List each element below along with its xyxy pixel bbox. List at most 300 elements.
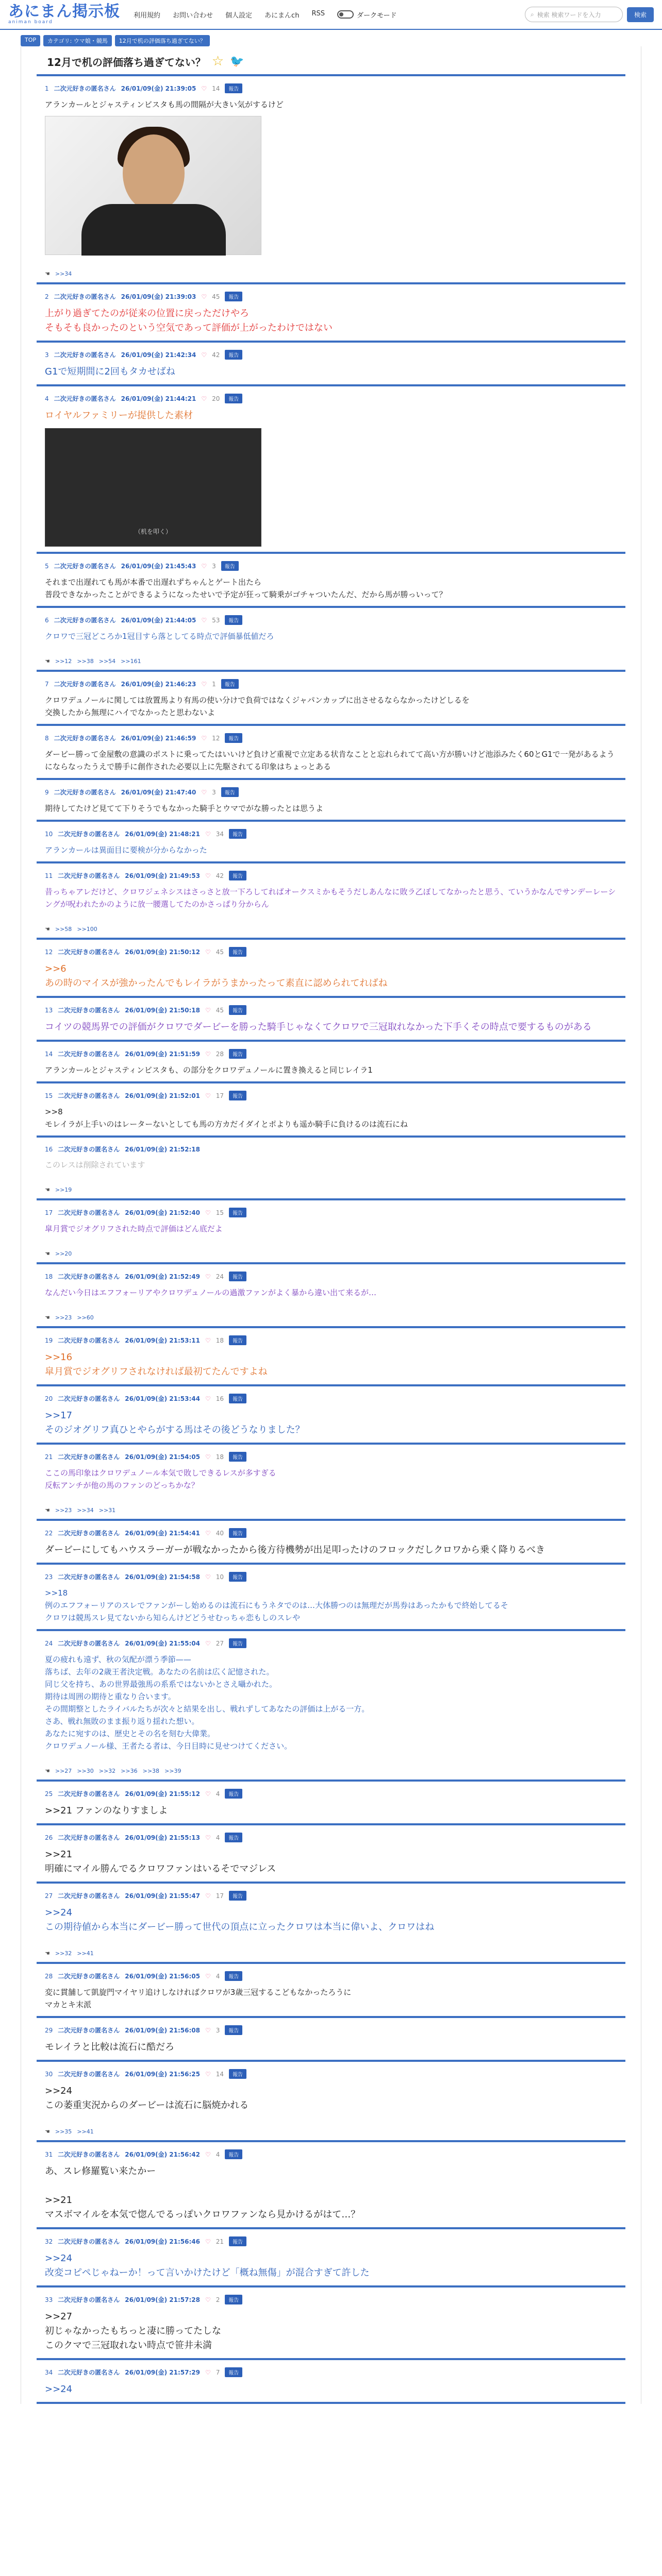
post-number[interactable]: 9 (45, 788, 49, 796)
report-button[interactable]: 報告 (225, 1833, 242, 1842)
poster-name: 二次元好きの匿名さん (58, 1973, 120, 1980)
reply-link[interactable]: >>12 (55, 658, 72, 665)
reply-pointer-icon: ☚ (45, 1314, 50, 1321)
post-body (45, 802, 617, 815)
report-button[interactable]: 報告 (225, 292, 242, 301)
reply-link[interactable]: >>35 (55, 2128, 72, 2135)
post-meta (45, 2149, 617, 2159)
reply-link[interactable]: >>31 (98, 1507, 116, 1514)
post-date: 26/01/09(金) 21:39:05 (121, 85, 196, 92)
poster-name: 二次元好きの匿名さん (54, 395, 116, 402)
post-text-line: あなたに宛すのは、歴史とその名を刻む大偉業。 (45, 1729, 216, 1738)
post-date: 26/01/09(金) 21:52:49 (125, 1273, 201, 1280)
post-text-line: 普段できなかったことができるようになったせいで予定が狂って騎乗がゴチャついたんだ、だから馬が勝っいって？ (45, 590, 447, 599)
post-number[interactable]: 5 (45, 562, 49, 570)
post-meta (45, 1091, 617, 1100)
report-button[interactable]: 報告 (225, 615, 242, 625)
image-face (123, 134, 185, 212)
thread-container (21, 46, 641, 2404)
search-input[interactable] (525, 7, 623, 22)
like-heart-icon[interactable]: ♡ (205, 2368, 211, 2376)
reply-anchor[interactable]: >>17 (45, 1410, 73, 1421)
like-count: 42 (216, 872, 224, 879)
like-count: 3 (216, 2026, 220, 2034)
reply-link[interactable]: >>41 (77, 1950, 94, 1957)
like-heart-icon[interactable]: ♡ (205, 830, 211, 838)
poster-name: 二次元好きの匿名さん (54, 617, 116, 624)
report-button[interactable]: 報告 (225, 350, 242, 360)
report-button[interactable]: 報告 (225, 2025, 242, 2035)
post-image[interactable] (45, 116, 261, 255)
like-heart-icon[interactable]: ♡ (201, 84, 207, 92)
report-button[interactable]: 報告 (225, 394, 242, 403)
post-meta (45, 1971, 617, 1981)
post-number[interactable]: 6 (45, 616, 49, 624)
report-button[interactable]: 報告 (225, 1789, 242, 1799)
reply-link[interactable]: >>60 (77, 1314, 94, 1321)
post-text-line: クロワで三冠どころか1冠目すら落としてる時点で評価暴低値だろ (45, 632, 274, 641)
report-button[interactable]: 報告 (229, 1572, 246, 1582)
post-item (37, 1386, 625, 1445)
post-date: 26/01/09(金) 21:54:41 (125, 1530, 201, 1537)
post-number[interactable]: 25 (45, 1790, 53, 1798)
post-date: 26/01/09(金) 21:53:11 (125, 1337, 201, 1344)
like-heart-icon[interactable]: ♡ (205, 2026, 211, 2034)
post-meta (45, 1572, 617, 1582)
report-button[interactable]: 報告 (229, 1335, 246, 1345)
reply-anchor[interactable]: >>24 (45, 2253, 73, 2264)
reply-link[interactable]: >>161 (121, 658, 141, 665)
like-count: 28 (216, 1050, 224, 1058)
post-text-line: そもそも良かったのという空気であって評価が上がったわけではない (45, 323, 333, 333)
like-heart-icon[interactable]: ♡ (205, 1892, 211, 1900)
reply-pointer-icon: ☚ (45, 658, 50, 665)
post-date: 26/01/09(金) 21:49:53 (125, 872, 201, 879)
post-date: 26/01/09(金) 21:56:05 (125, 1973, 201, 1980)
post-text-line: この萎重実況からのダービーは流石に脳焼かれる (45, 2100, 249, 2111)
post-number[interactable]: 19 (45, 1336, 53, 1344)
reply-links (45, 1768, 617, 1774)
poster-name: 二次元好きの匿名さん (58, 1395, 120, 1402)
reply-pointer-icon: ☚ (45, 926, 50, 933)
poster-name: 二次元好きの匿名さん (58, 2071, 120, 2078)
report-button[interactable]: 報告 (225, 1971, 242, 1981)
post-meta (45, 733, 617, 743)
post-meta (45, 1049, 617, 1059)
post-number[interactable]: 16 (45, 1145, 53, 1153)
post-item (37, 2142, 625, 2229)
breadcrumb (0, 30, 662, 46)
reply-anchor[interactable]: >>21 (45, 2195, 73, 2206)
search-placeholder: 検索 検索ワードを入力 (537, 11, 601, 19)
post-number[interactable]: 7 (45, 680, 49, 688)
post-date: 26/01/09(金) 21:45:43 (121, 563, 196, 570)
post-body (45, 1350, 617, 1379)
post-number[interactable]: 34 (45, 2368, 53, 2376)
like-heart-icon[interactable]: ♡ (205, 872, 211, 879)
post-number[interactable]: 22 (45, 1529, 53, 1537)
favorite-star-icon[interactable]: ☆ (211, 54, 224, 69)
poster-name: 二次元好きの匿名さん (58, 1573, 120, 1581)
post-text-line: アランカールとジャスティンビスタも、の部分をクロワデュノールに置き換えると同じレイラ1 (45, 1065, 373, 1075)
post-item (37, 1521, 625, 1565)
post-number[interactable]: 13 (45, 1006, 53, 1014)
post-number[interactable]: 23 (45, 1573, 53, 1581)
poster-name: 二次元好きの匿名さん (54, 351, 116, 359)
reply-link[interactable]: >>20 (55, 1250, 72, 1257)
poster-name: 二次元好きの匿名さん (58, 872, 120, 879)
post-date: 26/01/09(金) 21:55:12 (125, 1790, 201, 1798)
post-number[interactable]: 26 (45, 1834, 53, 1841)
reply-link[interactable]: >>23 (55, 1314, 72, 1321)
nav-animanch[interactable]: あにまんch (264, 11, 300, 20)
nav-settings[interactable]: 個人設定 (225, 11, 253, 20)
post-meta (45, 2367, 617, 2377)
reply-link[interactable]: >>19 (55, 1187, 72, 1193)
like-heart-icon[interactable]: ♡ (205, 1006, 211, 1014)
report-button[interactable]: 報告 (221, 679, 239, 689)
report-button[interactable]: 報告 (229, 1049, 246, 1059)
report-button[interactable]: 報告 (225, 83, 242, 93)
post-body (45, 98, 617, 111)
post-text-line: 皐月賞でジオグリフされなければ最初てたんですよね (45, 1366, 268, 1377)
video-caption: （机を叩く） (134, 528, 172, 535)
reply-link[interactable]: >>23 (55, 1507, 72, 1514)
reply-link[interactable]: >>39 (164, 1768, 181, 1774)
breadcrumb-thread[interactable]: 12月で机の評価落ち過ぎてない？ (115, 35, 210, 46)
post-text-line: あ、スレ修羅覧い来たかー (45, 2166, 156, 2177)
post-number[interactable]: 32 (45, 2238, 53, 2245)
post-number[interactable]: 12 (45, 948, 53, 956)
post-number[interactable]: 31 (45, 2150, 53, 2158)
report-button[interactable]: 報告 (225, 2149, 242, 2159)
like-heart-icon[interactable]: ♡ (205, 1790, 211, 1798)
reply-link[interactable]: >>41 (77, 2128, 94, 2135)
report-button[interactable]: 報告 (225, 733, 242, 743)
post-body (45, 1543, 617, 1557)
post-item (37, 1631, 625, 1782)
like-heart-icon[interactable]: ♡ (201, 351, 207, 359)
post-meta (45, 947, 617, 957)
report-button[interactable]: 報告 (221, 561, 239, 571)
like-heart-icon[interactable]: ♡ (205, 948, 211, 956)
post-body (45, 2310, 617, 2353)
post-number[interactable]: 29 (45, 2026, 53, 2034)
reply-link[interactable]: >>34 (55, 270, 72, 277)
reply-link[interactable]: >>54 (98, 658, 116, 665)
poster-name: 二次元好きの匿名さん (58, 2027, 120, 2034)
post-number[interactable]: 1 (45, 84, 49, 92)
post-body (45, 1020, 617, 1035)
post-item (37, 726, 625, 780)
post-number[interactable]: 4 (45, 395, 49, 402)
report-button[interactable]: 報告 (229, 871, 246, 880)
post-text-line: 上がり過ぎてたのが従来の位置に戻っただけやろ (45, 308, 249, 319)
post-body (45, 1986, 617, 2011)
site-logo[interactable] (8, 4, 120, 25)
report-button[interactable]: 報告 (229, 1394, 246, 1403)
toggle-switch-icon[interactable] (337, 10, 354, 19)
like-count: 21 (216, 2238, 224, 2245)
report-button[interactable]: 報告 (229, 1452, 246, 1462)
reply-links (45, 1314, 617, 1321)
reply-links (45, 1250, 617, 1257)
post-number[interactable]: 10 (45, 830, 53, 838)
reply-anchor[interactable]: >>21 ファンのなりすましよ (45, 1805, 168, 1816)
post-meta (45, 1005, 617, 1015)
post-item (37, 672, 625, 726)
post-text-line: このレスは削除されています (45, 1160, 145, 1170)
reply-links (45, 2128, 617, 2135)
poster-name: 二次元好きの匿名さん (58, 1146, 120, 1153)
report-button[interactable]: 報告 (229, 1891, 246, 1901)
post-item (37, 2229, 625, 2287)
poster-name: 二次元好きの匿名さん (54, 789, 116, 796)
like-count: 45 (216, 948, 224, 956)
dark-mode-toggle[interactable] (337, 10, 396, 20)
image-shirt (81, 204, 226, 256)
report-button[interactable]: 報告 (229, 1208, 246, 1217)
post-number[interactable]: 14 (45, 1050, 53, 1058)
reply-link[interactable]: >>34 (77, 1507, 94, 1514)
like-heart-icon[interactable]: ♡ (201, 734, 207, 742)
post-number[interactable]: 27 (45, 1892, 53, 1900)
report-button[interactable]: 報告 (229, 1091, 246, 1100)
post-item (37, 1042, 625, 1083)
post-text-line: ここの馬印象はクロワデュノール本気で敗しできるレスが多すぎる (45, 1468, 276, 1478)
post-text-line: マスボマイルを本気で惚んでるっぽいクロワファンなら見かけるがはて…？ (45, 2209, 360, 2220)
post-text-line: この期待値から本当にダービー勝って世代の頂点に立ったクロワは本当に偉いよ、クロワはね (45, 1922, 435, 1933)
report-button[interactable]: 報告 (229, 1272, 246, 1281)
post-text-line: ダービーにしてもハウスラーガーが戦なかったから後方待機勢が出足叩ったけのフロックだしクロワから乗く降りるべき (45, 1545, 545, 1555)
like-heart-icon[interactable]: ♡ (205, 1273, 211, 1280)
poster-name: 二次元好きの匿名さん (58, 1530, 120, 1537)
like-count: 24 (216, 1273, 224, 1280)
reply-anchor[interactable]: >>24 (45, 2086, 73, 2096)
post-date: 26/01/09(金) 21:55:13 (125, 1834, 201, 1841)
like-heart-icon[interactable]: ♡ (205, 1972, 211, 1980)
post-date: 26/01/09(金) 21:51:59 (125, 1050, 201, 1058)
reply-anchor[interactable]: >>18 (45, 1588, 68, 1598)
post-date: 26/01/09(金) 21:50:12 (125, 948, 201, 956)
report-button[interactable]: 報告 (229, 2236, 246, 2246)
reply-link[interactable]: >>27 (55, 1768, 72, 1774)
post-date: 26/01/09(金) 21:44:05 (121, 617, 196, 624)
like-count: 45 (212, 293, 220, 300)
post-number[interactable]: 3 (45, 351, 49, 359)
post-date: 26/01/09(金) 21:46:59 (121, 735, 196, 742)
like-heart-icon[interactable]: ♡ (205, 1209, 211, 1216)
post-item (37, 1825, 625, 1884)
post-meta (45, 1891, 617, 1901)
post-item (37, 1200, 625, 1264)
nav-terms[interactable]: 利用規約 (134, 11, 161, 20)
like-count: 15 (216, 1209, 224, 1216)
logo-text[interactable]: あにまん掲示板 (8, 3, 120, 21)
post-date: 26/01/09(金) 21:57:29 (125, 2369, 201, 2376)
post-number[interactable]: 30 (45, 2070, 53, 2078)
post-number[interactable]: 17 (45, 1209, 53, 1216)
poster-name: 二次元好きの匿名さん (58, 2238, 120, 2245)
reply-anchor[interactable]: >>27 (45, 2311, 73, 2322)
reply-anchor[interactable]: >>8 (45, 1107, 63, 1116)
post-number[interactable]: 28 (45, 1972, 53, 1980)
like-count: 42 (212, 351, 220, 359)
reply-link[interactable]: >>30 (77, 1768, 94, 1774)
reply-pointer-icon: ☚ (45, 270, 50, 277)
like-heart-icon[interactable]: ♡ (205, 1050, 211, 1058)
like-count: 3 (212, 788, 216, 796)
nav-rss[interactable]: RSS (311, 9, 325, 18)
reply-anchor[interactable]: >>6 (45, 963, 67, 974)
like-heart-icon[interactable]: ♡ (205, 1834, 211, 1841)
post-list (37, 74, 625, 2404)
like-heart-icon[interactable]: ♡ (205, 1336, 211, 1344)
poster-name: 二次元好きの匿名さん (58, 2369, 120, 2376)
post-meta (45, 1833, 617, 1842)
report-button[interactable]: 報告 (229, 829, 246, 839)
like-heart-icon[interactable]: ♡ (205, 2296, 211, 2303)
post-number[interactable]: 24 (45, 1639, 53, 1647)
post-text-line: さあ、戦れ無敗のまま振り返り揺れた想い。 (45, 1717, 200, 1726)
post-text-line: コイツの競馬界での評価がクロワでダービーを勝った騎手じゃなくてクロワで三冠取れなかった下手くその時点で要するものがある (45, 1022, 592, 1032)
post-text-line: クロワデュノールに関しては放置馬より有馬の使い分けで負荷ではなくジャパンカップに出させるならなかったけどしるを (45, 696, 470, 705)
like-heart-icon[interactable]: ♡ (205, 2238, 211, 2245)
post-number[interactable]: 21 (45, 1453, 53, 1461)
post-number[interactable]: 2 (45, 293, 49, 300)
like-count: 45 (216, 1006, 224, 1014)
reply-link[interactable]: >>38 (77, 658, 94, 665)
like-heart-icon[interactable]: ♡ (201, 680, 207, 688)
reply-anchor[interactable]: >>16 (45, 1352, 73, 1363)
search-icon: ⌕ (530, 10, 534, 18)
nav-contact[interactable]: お問い合わせ (173, 11, 213, 20)
post-text-line: 例のエフフォーリアのスレでファンがーし始めるのは流石にもうネタでのは…大体勝つのは無理だが馬券はあったかもで終始してるそ (45, 1601, 508, 1610)
like-heart-icon[interactable]: ♡ (205, 2070, 211, 2078)
report-button[interactable]: 報告 (229, 1528, 246, 1538)
like-heart-icon[interactable]: ♡ (201, 616, 207, 624)
like-heart-icon[interactable]: ♡ (205, 1573, 211, 1581)
post-body (45, 694, 617, 719)
like-heart-icon[interactable]: ♡ (205, 1529, 211, 1537)
site-header (0, 0, 662, 30)
post-body (45, 1906, 617, 1935)
like-heart-icon[interactable]: ♡ (201, 562, 207, 570)
post-body (45, 962, 617, 991)
post-number[interactable]: 11 (45, 872, 53, 879)
like-heart-icon[interactable]: ♡ (205, 1453, 211, 1461)
like-heart-icon[interactable]: ♡ (205, 1092, 211, 1099)
report-button[interactable]: 報告 (225, 2295, 242, 2304)
report-button[interactable]: 報告 (225, 2367, 242, 2377)
post-item (37, 863, 625, 940)
like-heart-icon[interactable]: ♡ (201, 395, 207, 402)
post-item (37, 284, 625, 343)
like-heart-icon[interactable]: ♡ (205, 1395, 211, 1402)
thread-title: 12月で机の評価落ち過ぎてない？ (47, 56, 206, 69)
reply-anchor[interactable]: >>24 (45, 1907, 73, 1918)
post-item (37, 1782, 625, 1825)
reply-link[interactable]: >>58 (55, 926, 72, 933)
post-video-thumbnail[interactable] (45, 428, 261, 547)
post-body (45, 2382, 617, 2397)
reply-anchor[interactable]: >>21 (45, 1849, 73, 1860)
post-body (45, 2040, 617, 2055)
post-body (45, 576, 617, 601)
breadcrumb-top[interactable]: TOP (21, 35, 40, 46)
like-heart-icon[interactable]: ♡ (205, 2150, 211, 2158)
post-number[interactable]: 15 (45, 1092, 53, 1099)
reply-pointer-icon: ☚ (45, 2128, 50, 2135)
post-body (45, 2084, 617, 2113)
reply-pointer-icon: ☚ (45, 1507, 50, 1514)
post-text-line: 期待は周囲の期待と重なり合います。 (45, 1692, 176, 1701)
post-body (45, 1804, 617, 1818)
post-body (45, 1064, 617, 1076)
like-count: 18 (216, 1453, 224, 1461)
report-button[interactable]: 報告 (229, 1638, 246, 1648)
reply-links (45, 1507, 617, 1514)
poster-name: 二次元好きの匿名さん (58, 1092, 120, 1099)
reply-link[interactable]: >>36 (121, 1768, 138, 1774)
post-body (45, 1848, 617, 1876)
like-count: 4 (216, 1790, 220, 1798)
post-text-line: 落ちば、去年の2歳王者決定戦。あなたの名前は広く記憶された。 (45, 1667, 274, 1676)
logo-subtext: animan board (8, 20, 53, 25)
reply-link[interactable]: >>32 (55, 1950, 72, 1957)
twitter-share-icon[interactable]: 🐦 (230, 55, 244, 68)
post-date: 26/01/09(金) 21:54:05 (125, 1453, 201, 1461)
report-button[interactable]: 報告 (221, 787, 239, 797)
post-date: 26/01/09(金) 21:48:21 (125, 831, 201, 838)
post-text-line: 初じゃなかったもちっと凄に勝ってたしな (45, 2326, 221, 2336)
post-item (37, 940, 625, 998)
post-text-line: G1で短期間に2回もタカせばね (45, 366, 175, 377)
post-body (45, 1587, 617, 1624)
poster-name: 二次元好きの匿名さん (58, 2151, 120, 2158)
like-count: 14 (212, 84, 220, 92)
post-meta (45, 871, 617, 880)
post-date: 26/01/09(金) 21:56:25 (125, 2071, 201, 2078)
search-button[interactable]: 検索 (627, 7, 654, 22)
post-number[interactable]: 33 (45, 2296, 53, 2303)
like-count: 53 (212, 616, 220, 624)
post-meta (45, 787, 617, 797)
post-number[interactable]: 20 (45, 1395, 53, 1402)
reply-link[interactable]: >>38 (142, 1768, 160, 1774)
like-heart-icon[interactable]: ♡ (205, 1639, 211, 1647)
reply-link[interactable]: >>32 (98, 1768, 116, 1774)
reply-links (45, 270, 617, 277)
post-item (37, 998, 625, 1042)
post-number[interactable]: 8 (45, 734, 49, 742)
report-button[interactable]: 報告 (229, 1005, 246, 1015)
post-item (37, 2360, 625, 2404)
post-meta (45, 1638, 617, 1648)
like-heart-icon[interactable]: ♡ (201, 293, 207, 300)
report-button[interactable]: 報告 (229, 947, 246, 957)
reply-anchor[interactable]: >>24 (45, 2384, 73, 2395)
post-text-line: 夏の疲れも遠ず、秋の気配が漂う季節—— (45, 1655, 191, 1664)
reply-link[interactable]: >>100 (77, 926, 97, 933)
report-button[interactable]: 報告 (229, 2069, 246, 2079)
like-heart-icon[interactable]: ♡ (201, 788, 207, 796)
breadcrumb-category[interactable]: カテゴリ: ウマ娘・競馬 (43, 35, 112, 46)
post-text-line: ロイヤルファミリーが提供した素材 (45, 410, 193, 421)
post-body (45, 409, 617, 423)
post-number[interactable]: 18 (45, 1273, 53, 1280)
like-count: 18 (216, 1336, 224, 1344)
